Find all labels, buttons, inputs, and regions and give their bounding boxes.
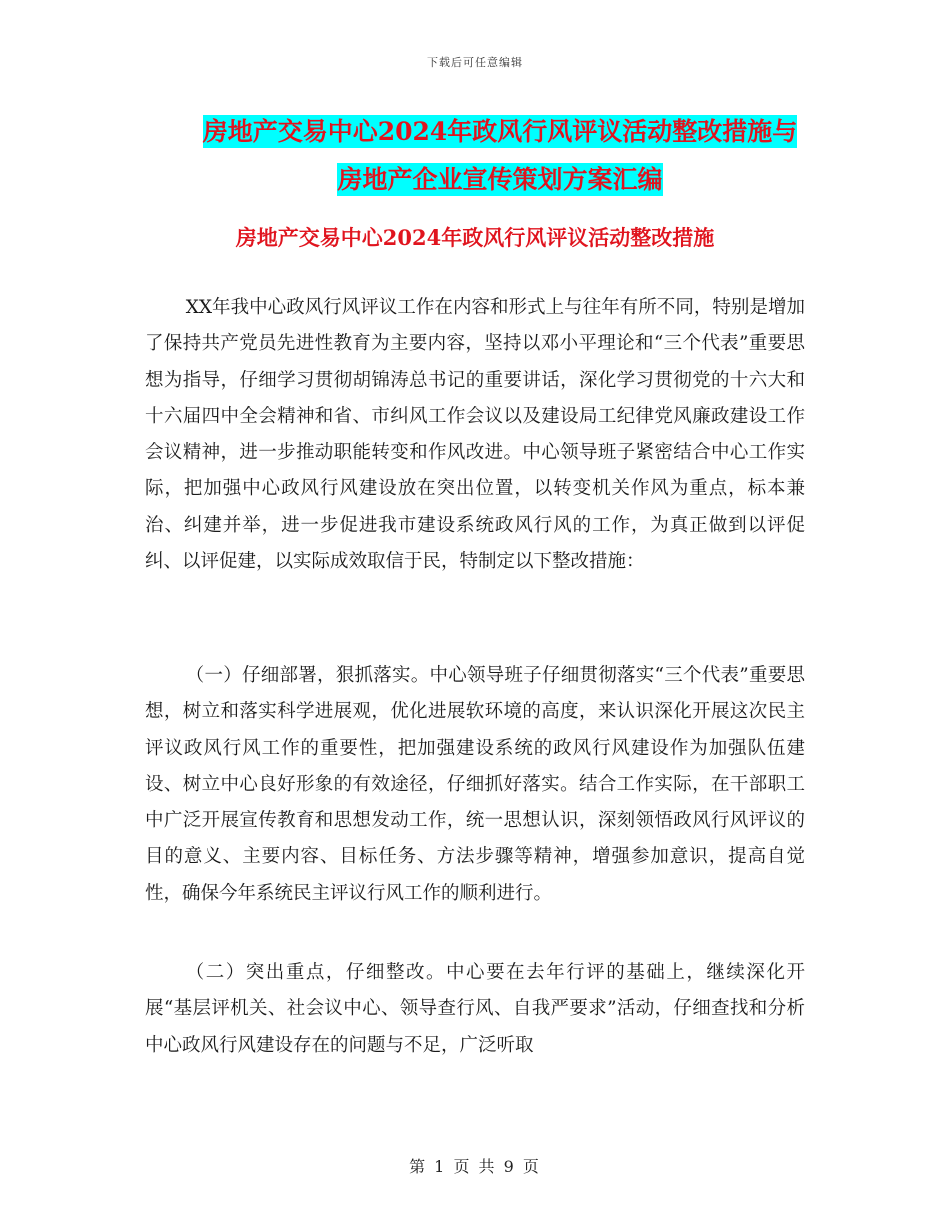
section-title: 房地产交易中心2024年政风行风评议活动整改措施 (235, 225, 715, 250)
body-paragraph-intro: XX年我中心政风行风评议工作在内容和形式上与往年有所不同，特别是增加了保持共产党员先进性教育为主要内容，坚持以邓小平理论和“三个代表”重要思想为指导，仔细学习贯彻胡锦涛总书记的重要讲话，深化学习贯彻党的十六大和十六届四中全会精神和省、市纠风工作会议以及建设局工纪律党风廉政建设工作会议精神，进一步推动职能转变和作风改进。中心领导班子紧密结合中心工作实际，把加强中心政风行风建设放在突出位置，以转变机关作风为重点，标本兼治、纠建并举，进一步促进我市建设系统政风行风的工作，为真正做到以评促纠、以评促建，以实际成效取信于民，特制定以下整改措施： (145, 297, 805, 573)
document-title-line-1: 房地产交易中心2024年政风行风评议活动整改措施与 (202, 117, 798, 146)
header-note: 下载后可任意编辑 (427, 56, 523, 69)
document-title-line-2: 房地产企业宣传策划方案汇编 (337, 165, 663, 194)
page-number-footer: 第 1 页 共 9 页 (409, 1157, 541, 1176)
document-title (120, 108, 880, 204)
body-paragraph-item-1: （一）仔细部署，狠抓落实。中心领导班子仔细贯彻落实“三个代表”重要思想，树立和落实科学进展观，优化进展软环境的高度，来认识深化开展这次民主评议政风行风工作的重要性，把加强建设系统的政风行风建设作为加强队伍建设、树立中心良好形象的有效途径，仔细抓好落实。结合工作实际，在干部职工中广泛开展宣传教育和思想发动工作，统一思想认识，深刻领悟政风行风评议的目的意义、主要内容、目标任务、方法步骤等精神，增强参加意识，提高自觉性，确保今年系统民主评议行风工作的顺利进行。 (145, 665, 805, 904)
body-paragraph-item-2: （二）突出重点，仔细整改。中心要在去年行评的基础上，继续深化开展“基层评机关、社会议中心、领导查行风、自我严要求”活动，仔细查找和分析中心政风行风建设存在的问题与不足，广泛听取 (145, 962, 805, 1056)
